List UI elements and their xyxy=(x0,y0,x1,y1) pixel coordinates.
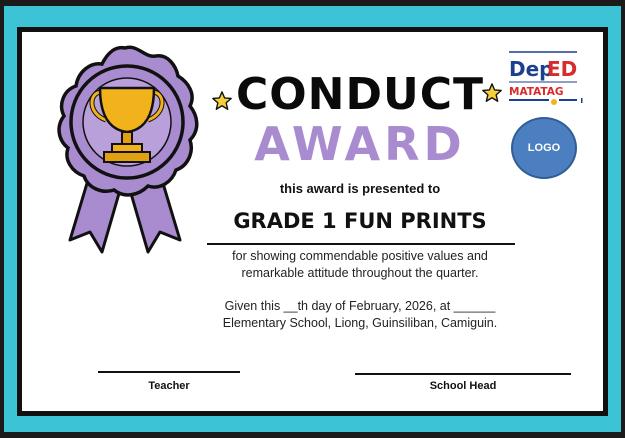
recipient-underline xyxy=(207,243,515,245)
presented-text: this award is presented to xyxy=(279,181,441,196)
reason-text xyxy=(180,248,540,282)
certificate-title: CONDUCT xyxy=(235,69,485,120)
given-line-1: Given this __th day of February, 2026, at ______ xyxy=(224,299,496,313)
given-text xyxy=(180,298,540,332)
logo-placeholder-text: LOGO xyxy=(527,142,561,154)
teacher-signature-line xyxy=(98,371,240,373)
school-head-signature-line xyxy=(355,373,571,375)
deped-ed-text: ED xyxy=(547,57,578,81)
school-logo-placeholder xyxy=(511,117,577,179)
school-head-label: School Head xyxy=(429,380,497,392)
recipient-name: GRADE 1 FUN PRINTS xyxy=(233,209,487,233)
matatag-text: MATATAG xyxy=(509,86,564,98)
reason-line-1: for showing commendable positive values and xyxy=(232,249,488,263)
given-line-2: Elementary School, Liong, Guinsiliban, Camiguin. xyxy=(222,316,498,330)
deped-dep-text: Dep xyxy=(509,57,554,81)
reason-line-2: remarkable attitude throughout the quarter. xyxy=(241,266,479,280)
teacher-label: Teacher xyxy=(148,380,190,392)
certificate-subtitle: AWARD xyxy=(254,117,466,171)
deped-matatag-logo xyxy=(505,48,583,110)
award-ribbon-icon xyxy=(40,40,210,255)
